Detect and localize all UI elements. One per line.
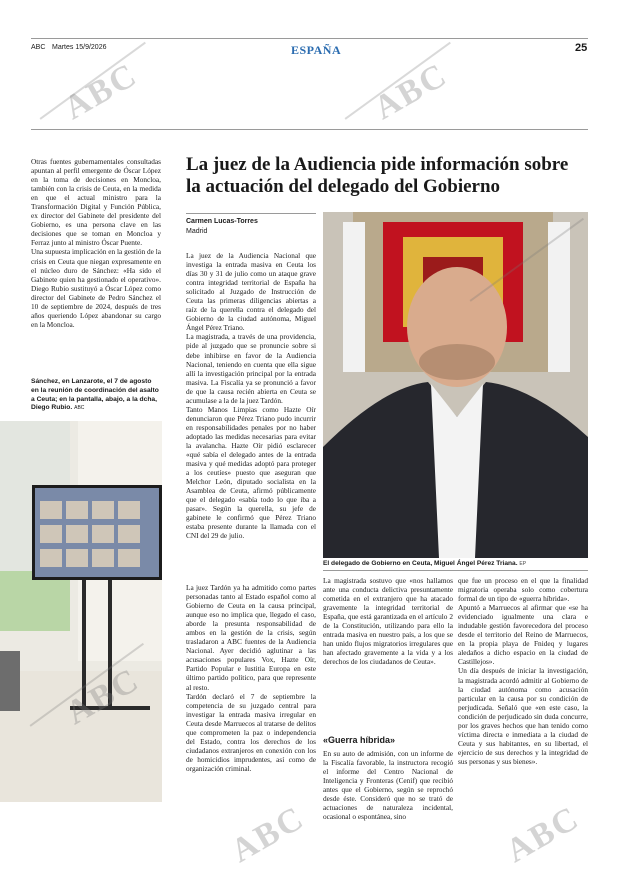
section-name: ESPAÑA (291, 43, 342, 57)
header-rule (31, 38, 588, 39)
portrait-caption (323, 560, 588, 567)
delegate-portrait-photo (323, 212, 588, 558)
article-title: La juez de la Audiencia pide información sobre la actuación del delegado del Gobierno (186, 154, 569, 197)
caption-source: ABC (74, 405, 85, 412)
byline-rule (186, 213, 316, 214)
article-subhead: «Guerra híbrida» (323, 735, 396, 745)
issue-date: Martes 15/9/2026 (52, 44, 107, 51)
sidebar-photo-caption (31, 378, 161, 413)
article-body-col3b: En su auto de admisión, con un informe de la Fiscalía favorable, la instructora recogió el informe del Centro Nacional de Inteligencia y Fronteras (Cenif) que recibió antes que el Gobierno, según se reprochó desde éste. Consideró que no se trató de actuaciones de naturaleza incidental, ocasional o espontánea, sino (323, 749, 453, 822)
abc-watermark: ABC (58, 56, 144, 128)
article-body-col1: La juez de la Audiencia Nacional que investiga la entrada masiva en Ceuta los días 30 y 31 de julio como un ataque grave contra integridad territorial de España ha solicitado al Juzgado de Instrucción de Ceuta las primeras diligencias abiertas a raíz de la querella contra el delegado del Gobierno de la ciudad autónoma, Miguel Ángel Pérez Triano. La magistrada, a través de una providencia, pide al juzgado que se pronuncie sobre si debe inhibirse en favor de la Audiencia Nacional, teniendo en cuenta que ella sigue allí la investigación principal por la entrada masiva. La Fiscalía ya se pronunció a favor de que la causa recién abierta en Ceuta se acumulase a la de la juez Tardón. Tanto Manos Limpias como Hazte Oír denunciaron que Pérez Triano pudo incurrir en responsabilidades penales por no haber adoptado las medidas necesarias para evitar la avalancha. Hazte Oír pidió esclarecer «qué sabía el delegado antes de la entrada masiva y qué medidas adoptó para proteger a los ceutíes» puesto que aseguran que Melchor León, diputado socialista en la Asamblea de Ceuta, afirmó públicamente que el delegado «sabía todo lo que iba a pasar». Según la querella, su jefe de gabinete le confirmó que Pérez Triano estaba presente durante la llamada con el CNI del 29 de julio. (186, 251, 316, 541)
article-author: Carmen Lucas-Torres (186, 218, 258, 225)
abc-watermark: ABC (225, 799, 311, 871)
caption-text: Sánchez, en Lanzarote, el 7 de agosto en la reunión de coordinación del asalto a Ceuta; en la pantalla, abajo, a la dcha, Diego Rubio. (31, 378, 159, 412)
page-number: 25 (575, 42, 588, 54)
portrait-caption-text: El delegado de Gobierno en Ceuta, Miguel Ángel Pérez Triana. (323, 560, 518, 567)
sidebar-text: Otras fuentes gubernamentales consultadas apuntan al perfil emergente de Óscar López en la toma de decisiones en Moncloa, también con la crisis de Ceuta, en la medida en que el actual ministro para la Transformación Digital y Función Pública, ex director del Gabinete del presidente del Gobierno, es una persona clave en las decisiones que se toman en Moncloa y Ferraz junto al ministro Óscar Puente. Una supuesta implicación en la gestión de la crisis en Ceuta que niegan expresamente en el núcleo duro de Sánchez: «Ha sido el Gabinete quien ha gestionado el operativo». Diego Rubio sustituyó a Óscar López como director del Gabinete de Pedro Sánchez el 10 de septiembre de 2024, después de tres años queriendo López abandonar su cargo en la Moncloa. (31, 157, 161, 329)
header-rule-bottom (31, 129, 588, 130)
caption-rule (323, 570, 588, 571)
abc-watermark: ABC (500, 799, 586, 871)
article-body-col2: La juez Tardón ya ha admitido como partes personadas tanto al Estado español como al Gobierno de Ceuta en la causa principal, aunque eso no implica que, llegado el caso, aborde la presunta responsabilidad de ambos en la gestión de la crisis, según trasladaron a ABC fuentes de la Audiencia Nacional. Ayer decidió aglutinar a las acusaciones populares Vox, Hazte Oír, Partido Popular e Iustitia Europa en este último partido político, para que represente al resto. Tardón declaró el 7 de septiembre la competencia de su juzgado central para investigar la entrada masiva irregular en Ceuta desde Marruecos al tratarse de delitos que comprometen la paz o independencia del Estado, contra los derechos de los ciudadanos extranjeros en conexión con los de homicidios imprudentes, así como de organización criminal. (186, 583, 316, 773)
page-header (0, 0, 620, 60)
article-body-col3: La magistrada sostuvo que «nos hallamos ante una conducta delictiva presuntamente cometida en el extranjero que ha atacado gravemente la integridad territorial de España, que está garantizada en el artículo 2 de la Constitución, utilizando para ello la entrada masiva en nuestro país, a los que se han unido flujos migratorios irregulares que han afectado gravemente a la vida y a los derechos de los ciudadanos de Ceuta». (323, 576, 453, 667)
abc-watermark: ABC (60, 661, 146, 733)
meeting-room-photo (0, 421, 162, 802)
article-body-col4: que fue un proceso en el que la finalidad migratoria operaba solo como cobertura formal de un tipo de «guerra híbrida». Apuntó a Marruecos al afirmar que «se ha evidenciado igualmente una clara e indudable gestión favorecedora del proceso desde el territorio del Reino de Marruecos, en la propia playa de Fnideq y lugares aledaños a dicho espacio en la ciudad de Castillejos». Un día después de iniciar la investigación, la magistrada acordó admitir al Gobierno de la ciudad autónoma como acusación particular en la causa por su condición de perjudicada. Señaló que «en este caso, la condición de perjudicado sin duda concurre, por los graves hechos que han tenido como víctima directa e inmediata a la ciudad de Ceuta y sus habitantes, en su libertad, el ejercicio de sus derechos y la integridad de sus personas y sus bienes». (458, 576, 588, 766)
abc-watermark: ABC (368, 56, 454, 128)
portrait-caption-source: EP (519, 561, 527, 567)
article-location: Madrid (186, 228, 208, 235)
publication-name: ABC (31, 44, 46, 51)
